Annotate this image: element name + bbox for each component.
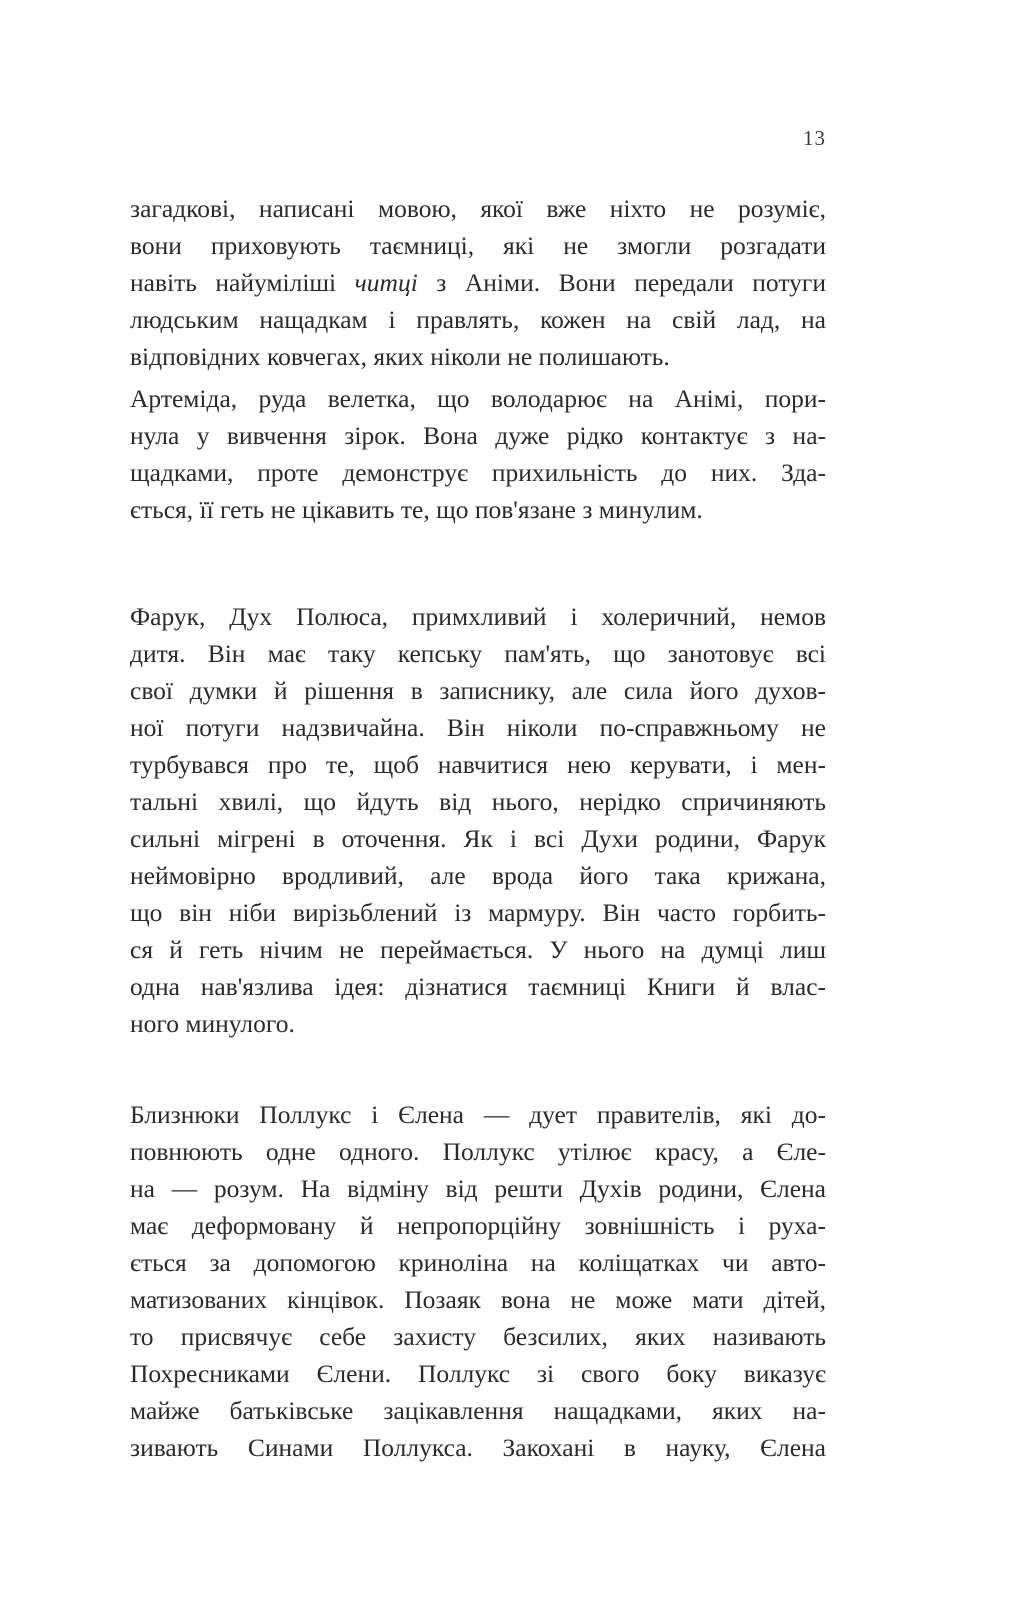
text-line: сильні мігрені в оточення. Як і всі Духи родини, Фарук (130, 824, 826, 853)
paragraph-4 (130, 1096, 826, 1466)
text-line: щадками, проте демонструє прихильність до них. Зда- (130, 458, 826, 487)
text-line: загадкові, написані мовою, якої вже ніхто не розуміє, (130, 194, 826, 223)
text-line: відповідних ковчегах, яких ніколи не полишають. (130, 342, 670, 371)
text-line: має деформовану й непропорційну зовнішність і руха- (130, 1211, 826, 1240)
text-line: дитя. Він має таку кепську пам'ять, що занотовує всі (130, 639, 826, 668)
text-line: Фарук, Дух Полюса, примхливий і холеричний, немов (130, 602, 826, 631)
text-line: матизованих кінцівок. Позаяк вона не може мати дітей, (130, 1285, 826, 1314)
text-line: що він ніби вирізьблений із мармуру. Він часто горбить- (130, 898, 826, 927)
text-line: ється за допомогою криноліна на коліщатках чи авто- (130, 1248, 826, 1277)
text-line: ється, її геть не цікавить те, що пов'язане з минулим. (130, 495, 703, 524)
paragraph-3 (130, 598, 826, 1042)
paragraph-2 (130, 380, 826, 528)
text-line: нула у вивчення зірок. Вона дуже рідко контактує з на- (130, 421, 826, 450)
text-line: тальні хвилі, що йдуть від нього, нерідко спричиняють (130, 787, 826, 816)
page-number: 13 (803, 126, 826, 150)
text-line: то присвячує себе захисту безсилих, яких називають (130, 1322, 826, 1351)
text-line: Похресниками Єлени. Поллукс зі свого боку виказує (130, 1359, 826, 1388)
italic-term: читці (354, 268, 418, 297)
text-line: повнюють одне одного. Поллукс утілює красу, а Єле- (130, 1137, 826, 1166)
text-line: одна нав'язлива ідея: дізнатися таємниці Книги й влас- (130, 972, 826, 1001)
text-line: Артеміда, руда велетка, що володарює на Анімі, пори- (130, 384, 826, 413)
paragraph-1 (130, 190, 826, 375)
text-line: турбувався про те, щоб навчитися нею керувати, і мен- (130, 750, 826, 779)
text-line: людським нащадкам і правлять, кожен на свій лад, на (130, 305, 826, 334)
text-line (130, 264, 826, 301)
text-line: Близнюки Поллукс і Єлена — дует правителів, які до- (130, 1100, 826, 1129)
text-segment: з Аніми. Вони передали потуги (417, 268, 826, 297)
text-line: ної потуги надзвичайна. Він ніколи по-справжньому не (130, 713, 826, 742)
text-line: неймовірно вродливий, але врода його така крижана, (130, 861, 826, 890)
text-line: вони приховують таємниці, які не змогли розгадати (130, 231, 826, 260)
text-line: зивають Синами Поллукса. Закохані в науку, Єлена (130, 1433, 826, 1462)
text-line: ся й геть нічим не переймається. У нього на думці лиш (130, 935, 826, 964)
text-line: свої думки й рішення в записнику, але сила його духов- (130, 676, 826, 705)
text-segment: навіть найуміліші (130, 268, 355, 297)
text-line: на — розум. На відміну від решти Духів родини, Єлена (130, 1174, 826, 1203)
text-line: ного минулого. (130, 1009, 295, 1038)
text-line: майже батьківське зацікавлення нащадками, яких на- (130, 1396, 826, 1425)
